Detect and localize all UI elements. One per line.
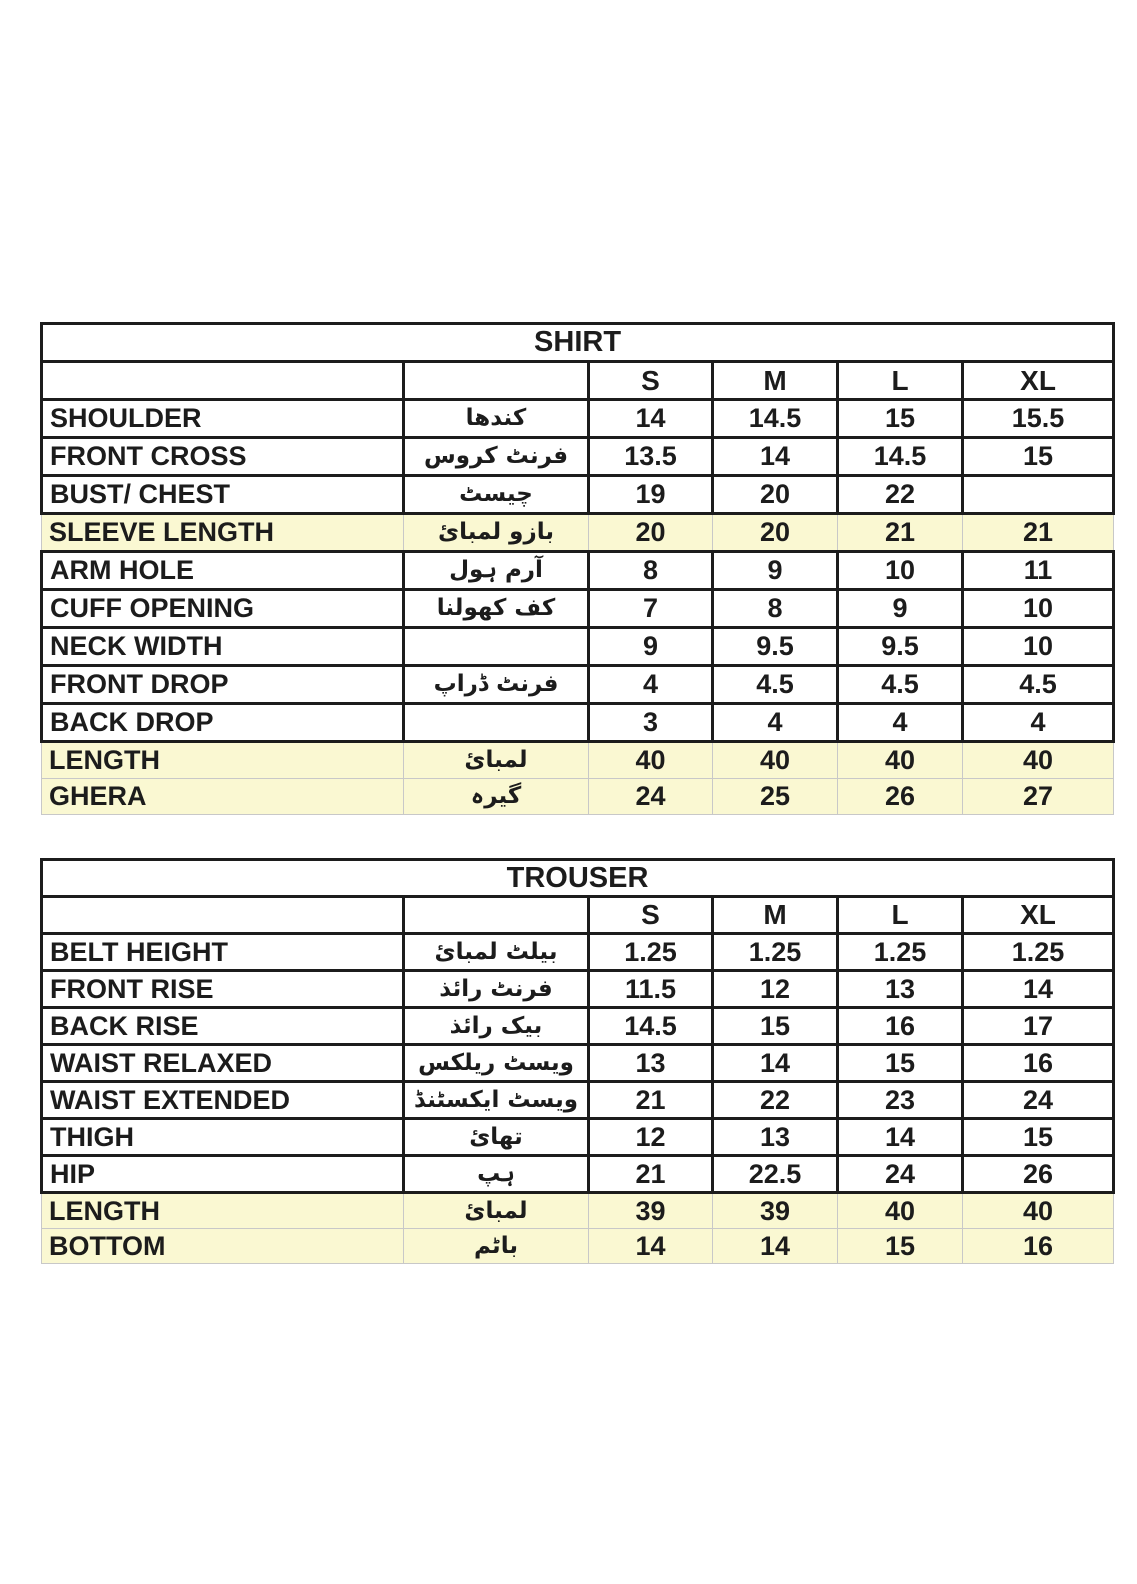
size-value: 15 (838, 1229, 963, 1264)
measurement-label-urdu: بازو لمبائ (404, 514, 589, 552)
measurement-label-urdu: ویسٹ ایکسٹنڈ (404, 1082, 589, 1119)
measurement-label-urdu: گیرہ (404, 779, 589, 815)
size-value: 9 (713, 552, 838, 590)
size-value: 39 (589, 1193, 713, 1229)
size-value: 14.5 (838, 438, 963, 476)
size-column-header-xl: XL (963, 362, 1114, 400)
shirt-title-row (42, 324, 1114, 362)
measurement-label-urdu: فرنٹ ڈراپ (404, 666, 589, 704)
size-value: 1.25 (589, 934, 713, 971)
measurement-label-urdu: لمبائ (404, 742, 589, 779)
size-value: 7 (589, 590, 713, 628)
size-value: 9 (838, 590, 963, 628)
measurement-label: BACK DROP (42, 704, 404, 742)
size-value: 14.5 (589, 1008, 713, 1045)
measurement-row (42, 628, 1114, 666)
size-column-header-m: M (713, 362, 838, 400)
size-value: 16 (838, 1008, 963, 1045)
size-value: 14 (589, 400, 713, 438)
trouser-size-table (40, 858, 1115, 1264)
size-value: 40 (963, 1193, 1114, 1229)
size-value: 14 (713, 1045, 838, 1082)
measurement-label: FRONT CROSS (42, 438, 404, 476)
measurement-label-urdu: ہپ (404, 1156, 589, 1193)
measurement-row (42, 1045, 1114, 1082)
size-value: 21 (963, 514, 1114, 552)
size-value: 24 (963, 1082, 1114, 1119)
measurement-row (42, 1082, 1114, 1119)
size-column-header-s: S (589, 362, 713, 400)
measurement-label-urdu: باٹم (404, 1229, 589, 1264)
size-value: 17 (963, 1008, 1114, 1045)
measurement-label: BUST/ CHEST (42, 476, 404, 514)
size-value: 15 (838, 1045, 963, 1082)
size-value: 12 (713, 971, 838, 1008)
size-value: 39 (713, 1193, 838, 1229)
measurement-row (42, 552, 1114, 590)
size-value: 22 (713, 1082, 838, 1119)
measurement-label: SHOULDER (42, 400, 404, 438)
size-column-header-l: L (838, 362, 963, 400)
measurement-label: GHERA (42, 779, 404, 815)
size-value: 10 (963, 628, 1114, 666)
size-value: 15.5 (963, 400, 1114, 438)
size-column-header-l: L (838, 897, 963, 934)
measurement-label-urdu: فرنٹ رائذ (404, 971, 589, 1008)
measurement-row (42, 1119, 1114, 1156)
measurement-label: NECK WIDTH (42, 628, 404, 666)
size-value: 21 (589, 1082, 713, 1119)
size-value: 40 (838, 742, 963, 779)
size-value: 13 (838, 971, 963, 1008)
size-value: 3 (589, 704, 713, 742)
size-value: 1.25 (838, 934, 963, 971)
size-value: 11.5 (589, 971, 713, 1008)
size-value: 20 (713, 476, 838, 514)
trouser-header-row (42, 897, 1114, 934)
size-value: 1.25 (713, 934, 838, 971)
measurement-label-urdu: کف کھولنا (404, 590, 589, 628)
measurement-row (42, 476, 1114, 514)
size-value: 4.5 (713, 666, 838, 704)
measurement-label-urdu: چیسٹ (404, 476, 589, 514)
measurement-label-urdu: کندھا (404, 400, 589, 438)
size-value: 40 (589, 742, 713, 779)
size-value: 4 (963, 704, 1114, 742)
size-value: 4 (589, 666, 713, 704)
size-value: 40 (838, 1193, 963, 1229)
measurement-row (42, 666, 1114, 704)
size-value: 19 (589, 476, 713, 514)
size-value: 15 (713, 1008, 838, 1045)
measurement-label: WAIST EXTENDED (42, 1082, 404, 1119)
size-value: 9.5 (713, 628, 838, 666)
empty-header-cell (404, 897, 589, 934)
measurement-row-highlighted (42, 1229, 1114, 1264)
size-value: 13 (713, 1119, 838, 1156)
size-value: 1.25 (963, 934, 1114, 971)
size-value: 13 (589, 1045, 713, 1082)
shirt-header-row (42, 362, 1114, 400)
size-column-header-xl: XL (963, 897, 1114, 934)
size-value: 20 (589, 514, 713, 552)
measurement-row (42, 971, 1114, 1008)
measurement-label: SLEEVE LENGTH (42, 514, 404, 552)
size-value: 4 (713, 704, 838, 742)
size-value: 4 (838, 704, 963, 742)
size-value: 14 (963, 971, 1114, 1008)
measurement-label: THIGH (42, 1119, 404, 1156)
measurement-label: ARM HOLE (42, 552, 404, 590)
measurement-row (42, 1008, 1114, 1045)
measurement-label-urdu: بیلٹ لمبائ (404, 934, 589, 971)
size-value: 15 (963, 1119, 1114, 1156)
size-value: 11 (963, 552, 1114, 590)
measurement-label: CUFF OPENING (42, 590, 404, 628)
size-value: 24 (589, 779, 713, 815)
size-value: 9.5 (838, 628, 963, 666)
empty-header-cell (42, 362, 404, 400)
measurement-label-urdu: بیک رائذ (404, 1008, 589, 1045)
shirt-size-table (40, 322, 1115, 815)
measurement-label-urdu: ویسٹ ریلکس (404, 1045, 589, 1082)
size-value: 9 (589, 628, 713, 666)
size-value: 14 (713, 438, 838, 476)
trouser-table-title: TROUSER (42, 860, 1114, 897)
measurement-row (42, 704, 1114, 742)
size-value: 16 (963, 1229, 1114, 1264)
size-value: 25 (713, 779, 838, 815)
size-value: 27 (963, 779, 1114, 815)
size-value: 16 (963, 1045, 1114, 1082)
measurement-label: LENGTH (42, 742, 404, 779)
size-value: 21 (589, 1156, 713, 1193)
size-value: 24 (838, 1156, 963, 1193)
measurement-label: FRONT RISE (42, 971, 404, 1008)
measurement-row (42, 1156, 1114, 1193)
size-value: 8 (589, 552, 713, 590)
measurement-label: HIP (42, 1156, 404, 1193)
measurement-label: BOTTOM (42, 1229, 404, 1264)
measurement-label-urdu: لمبائ (404, 1193, 589, 1229)
size-value: 10 (838, 552, 963, 590)
size-value: 14 (589, 1229, 713, 1264)
size-value: 22 (838, 476, 963, 514)
empty-header-cell (42, 897, 404, 934)
size-column-header-s: S (589, 897, 713, 934)
size-value: 21 (838, 514, 963, 552)
size-value: 26 (838, 779, 963, 815)
measurement-label-urdu: فرنٹ کروس (404, 438, 589, 476)
measurement-row-highlighted (42, 514, 1114, 552)
size-value: 14 (713, 1229, 838, 1264)
size-value: 8 (713, 590, 838, 628)
size-value: 15 (838, 400, 963, 438)
size-value: 12 (589, 1119, 713, 1156)
measurement-label: BACK RISE (42, 1008, 404, 1045)
measurement-label: WAIST RELAXED (42, 1045, 404, 1082)
size-value: 23 (838, 1082, 963, 1119)
measurement-row (42, 934, 1114, 971)
size-value: 40 (963, 742, 1114, 779)
empty-header-cell (404, 362, 589, 400)
size-value: 4.5 (963, 666, 1114, 704)
measurement-label-urdu (404, 704, 589, 742)
size-value: 14.5 (713, 400, 838, 438)
size-value: 4.5 (838, 666, 963, 704)
size-value: 22.5 (713, 1156, 838, 1193)
measurement-row-highlighted (42, 779, 1114, 815)
measurement-label: FRONT DROP (42, 666, 404, 704)
measurement-row-highlighted (42, 742, 1114, 779)
measurement-row (42, 400, 1114, 438)
size-value: 14 (838, 1119, 963, 1156)
measurement-label-urdu (404, 628, 589, 666)
measurement-row-highlighted (42, 1193, 1114, 1229)
size-value: 10 (963, 590, 1114, 628)
measurement-row (42, 438, 1114, 476)
size-value: 13.5 (589, 438, 713, 476)
size-value: 15 (963, 438, 1114, 476)
size-value: 20 (713, 514, 838, 552)
measurement-label: LENGTH (42, 1193, 404, 1229)
size-value: 26 (963, 1156, 1114, 1193)
size-value (963, 476, 1114, 514)
size-value: 40 (713, 742, 838, 779)
measurement-row (42, 590, 1114, 628)
measurement-label-urdu: آرم ہول (404, 552, 589, 590)
size-column-header-m: M (713, 897, 838, 934)
trouser-title-row (42, 860, 1114, 897)
measurement-label: BELT HEIGHT (42, 934, 404, 971)
measurement-label-urdu: تھائ (404, 1119, 589, 1156)
shirt-table-title: SHIRT (42, 324, 1114, 362)
